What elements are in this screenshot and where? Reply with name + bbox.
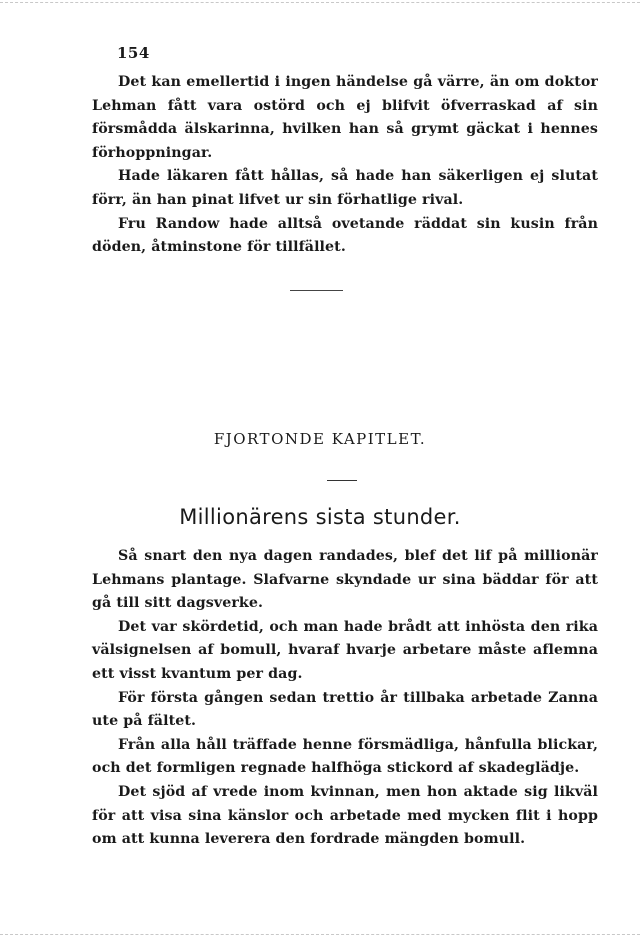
chapter-title: Millionärens sista stunder. [179,505,461,529]
paragraph: Det var skördetid, och man hade brådt att inhösta den rika välsignelsen af bomull, hvaraf hvarje arbetare måste aflemna ett visst kvantum per dag. [92,618,598,682]
top-text-block [92,71,598,260]
chapter-heading: FJORTONDE KAPITLET. [213,430,427,448]
paragraph: Det sjöd af vrede inom kvinnan, men hon aktade sig likväl för att visa sina känslor och arbetade med mycken flit i hopp om att kunna leverera den fordrade mängden bomull. [92,783,598,848]
chapter-rule [327,480,357,481]
page-edge-bottom [0,934,640,935]
paragraph: Det kan emellertid i ingen händelse gå värre, än om doktor Lehman fått vara ostörd och ej blifvit öfverraskad af sin försmådda älskarinna, hvilken han så grymt gäckat i hennes förhoppningar. [92,74,598,161]
section-separator [290,290,343,291]
paragraph: För första gången sedan trettio år tillbaka arbetade Zanna ute på fältet. [92,689,598,730]
chapter-text-block [92,545,598,852]
page-number: 154 [117,44,150,62]
page-edge-top [0,2,640,3]
paragraph: Hade läkaren fått hållas, så hade han säkerligen ej slutat förr, än han pinat lifvet ur sin förhatlige rival. [92,168,598,208]
paragraph: Från alla håll träffade henne försmädliga, hånfulla blickar, och det formligen regnade halfhöga stickord af skadeglädje. [92,736,598,777]
paragraph: Så snart den nya dagen randades, blef det lif på millionär Lehmans plantage. Slafvarne skyndade ur sina bäddar för att gå till sitt dagsverke. [92,548,598,612]
paragraph: Fru Randow hade alltså ovetande räddat sin kusin från döden, åtminstone för tillfället. [92,215,598,256]
